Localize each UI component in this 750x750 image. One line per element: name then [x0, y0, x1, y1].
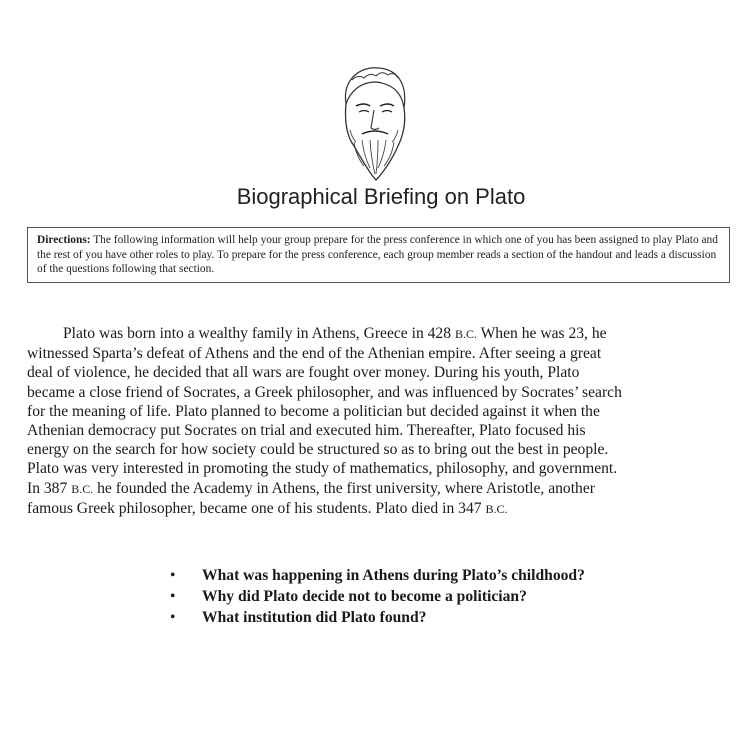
directions-label: Directions:: [37, 234, 91, 246]
paragraph-line: Plato was born into a wealthy family in Athens, Greece in 428 B.C. When he was 23, he: [63, 325, 607, 342]
page-title: Biographical Briefing on Plato: [236, 184, 526, 209]
question-text: Why did Plato decide not to become a politician?: [202, 588, 527, 605]
paragraph-line: for the meaning of life. Plato planned to become a politician but decided against it when the: [27, 402, 600, 420]
paragraph-line: Athenian democracy put Socrates on trial and executed him. Thereafter, Plato focused his: [27, 422, 586, 440]
plato-portrait: [332, 64, 416, 182]
paragraph-line: witnessed Sparta’s defeat of Athens and the end of the Athenian empire. After seeing a great: [27, 345, 602, 363]
paragraph-line: Plato was very interested in promoting the study of mathematics, philosophy, and government.: [27, 460, 618, 478]
question-text: What was happening in Athens during Plato’s childhood?: [202, 567, 585, 584]
question-item: [170, 565, 585, 586]
paragraph-line: deal of violence, he decided that all wars are fought over money. During his youth, Plato: [27, 364, 580, 382]
paragraph-line: energy on the search for how society could be structured so as to bring out the best in people.: [27, 441, 609, 459]
paragraph-line: famous Greek philosopher, became one of his students. Plato died in 347 B.C.: [27, 499, 508, 517]
question-item: [170, 607, 585, 628]
bullet-icon: •: [170, 609, 176, 626]
question-text: What institution did Plato found?: [202, 609, 427, 626]
bullet-icon: •: [170, 588, 176, 605]
directions-box: [27, 227, 730, 283]
paragraph-line: In 387 B.C. he founded the Academy in Athens, the first university, where Aristotle, another: [27, 479, 595, 497]
paragraph-line: became a close friend of Socrates, a Greek philosopher, and was influenced by Socrates’ search: [27, 383, 622, 401]
question-item: [170, 586, 585, 607]
directions-text: The following information will help your group prepare for the press conference in which one of you has been assigned to play Plato and the rest of you have other roles to play. To prepare for the press conference, each group member reads a section of the handout and leads a discussion of the questions following that section.: [37, 234, 718, 276]
bullet-icon: •: [170, 567, 176, 584]
discussion-questions: [170, 565, 585, 628]
biography-paragraph: [27, 324, 737, 519]
